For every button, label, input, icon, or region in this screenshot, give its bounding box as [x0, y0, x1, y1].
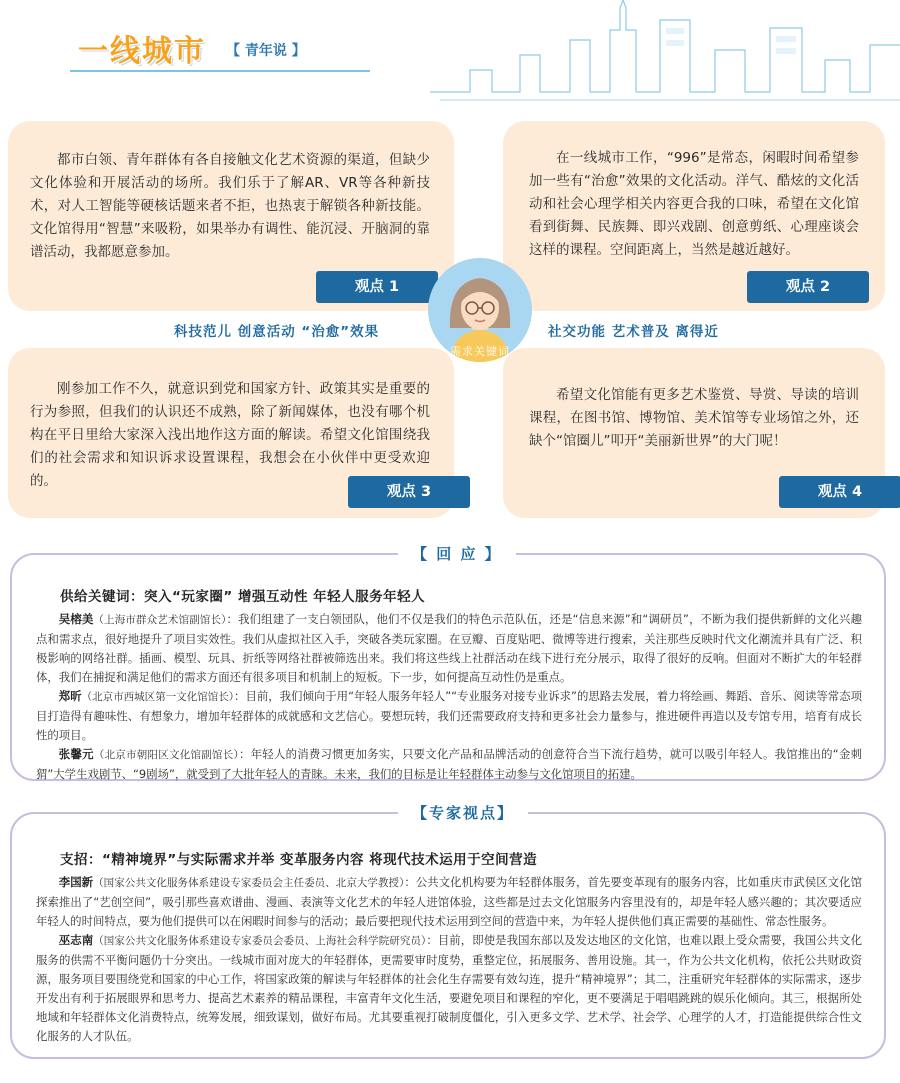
paragraph-text: ：年轻人的消费习惯更加务实，只要文化产品和品牌活动的创意符合当下流行趋势，就可以吸引年轻人。我馆推出的“金刺猬”大学生戏剧节、“9剧场”，就受到了大批年轻人的青睐。未来，我们的目标是让年轻群体主动参与文化馆项目的拓建。 [36, 747, 862, 781]
section-tag: 【 青年说 】 [226, 43, 306, 59]
opinion-label-1: 观点 1 [316, 271, 438, 303]
expert-paragraph-2 [36, 931, 862, 1046]
page-header [0, 0, 900, 112]
keywords-left: 科技范儿 创意活动 “治愈”效果 [174, 324, 380, 340]
paragraph-text: ：公共文化机构要为年轻群体服务，首先要变革现有的服务内容，比如重庆市武侯区文化馆探索推出了“艺创空间”，吸引那些喜欢谱曲、漫画、表演等文化艺术的年轻人进馆体验，这些都是过去文化馆服务内容里没有的，却是年轻人感兴趣的；其次要适应年轻人的时间特点，要为他们提供可以在闲暇时间参与的活动；最后要把现代技术运用到空间的营造中来，为年轻人提供他们真正需要的基础性、常态性服务。 [36, 875, 862, 928]
expert-headline: 支招：“精神境界”与实际需求并举 变革服务内容 将现代技术运用于空间营造 [60, 852, 538, 868]
speaker-name: 张馨元 [58, 747, 94, 761]
opinion-card-2 [503, 121, 885, 311]
page-title: 一线城市 [78, 34, 206, 69]
reply-title: 【 回 应 】 [398, 543, 516, 564]
opinion-text-3: 刚参加工作不久，就意识到党和国家方针、政策其实是重要的行为参照，但我们的认识还不成熟，除了新闻媒体，也没有哪个机构在平日里给大家深入浅出地作这方面的解读。希望文化馆围绕我们的社会需求和知识诉求设置课程，我想会在小伙伴中更受欢迎的。 [30, 381, 430, 489]
speaker-name: 李国新 [58, 875, 94, 889]
paragraph-text: ：我们组建了一支白领団队，他们不仅是我们的特色示范队伍，还是“信息来源”和“调研员”，不断为我们提供新鲜的文化兴趣点和需求点，很好地提升了项目实效性。我们从虚拟社区入手，突破各类玩家圈。在豆瓣、百度贴吧、微博等进行搜索，关注那些反映时代文化潮流并具有广泛、积极影响的网络社群。插画、模型、玩具、折纸等网络社群被筛选出来。我们将这些线上社群活动在线下进行充分展示，取得了很好的反响。但面对不断扩大的年轻群体，我们在捕捉和满足他们的需求方面还有很多项目和机制上的短板。下一步，如何提高互动性仍是重点。 [36, 612, 862, 684]
keyword-label: 需求关键词 [450, 345, 510, 358]
keywords-right: 社交功能 艺术普及 离得近 [548, 324, 719, 340]
reply-paragraph-2 [36, 687, 862, 745]
opinion-label-4: 观点 4 [779, 476, 900, 508]
reply-paragraph-3 [36, 745, 862, 784]
opinion-label-2: 观点 2 [747, 271, 869, 303]
city-skyline-illustration [430, 0, 900, 112]
expert-title: 【专家视点】 [398, 802, 528, 823]
speaker-role: （国家公共文化服务体系建设专家委员会委员、上海社会科学院研究员） [93, 935, 427, 947]
expert-paragraph-1 [36, 873, 862, 931]
opinion-text-2: 在一线城市工作，“996”是常态，闲暇时间希望参加一些有“治愈”效果的文化活动。洋气、酷炫的文化活动和社会心理学相关内容更合我的口味，希望在文化馆看到街舞、民族舞、即兴戏剧、创意剪纸、心理座谈会这样的课程。空间距离上，当然是越近越好。 [529, 150, 859, 258]
opinion-label-3: 观点 3 [348, 476, 470, 508]
opinion-card-1 [8, 121, 454, 311]
speaker-name: 巫志南 [58, 933, 94, 947]
title-underline [70, 70, 370, 72]
speaker-role: （北京市朝阳区文化馆副馆长） [93, 749, 240, 761]
reply-headline: 供给关键词：突入“玩家圈” 增强互动性 年轻人服务年轻人 [60, 589, 426, 605]
keyword-avatar [428, 246, 532, 364]
speaker-role: （上海市群众艺术馆副馆长） [93, 614, 227, 626]
opinion-text-4: 希望文化馆能有更多艺术鉴赏、导赏、导读的培训课程，在图书馆、博物馆、美术馆等专业场馆之外，还缺个“馆圈儿”叩开“美丽新世界”的大门呢！ [529, 387, 859, 449]
paragraph-text: ：目前，即使是我国东部以及发达地区的文化馆，也难以跟上受众需要，我国公共文化服务的供需不平衡问题仍十分突出。一线城市面对庞大的年轻群体，更需要审时度势，重整定位，拓展服务、善用设施。其一，作为公共文化机构，依托公共财政资源，服务项目要围绕党和国家的中心工作，将国家政策的解读与年轻群体的社会化生存需要有效勾连，提升“精神境界”；其二，注重研究年轻群体的实际需求，逐步开发出有利于拓展眼界和思考力、提高艺术素养的精品课程，丰富青年文化生活，要避免项目和课程的窄化，更不要满足于唱唱跳跳的娱乐化倾向。其三，根据所处地域和年轻群体文化消费特点，统筹发展，细致谋划，做好布局。尤其要重视打破制度僵化，引入更多文学、艺术学、社会学、心理学的人才，打造能提供综合性文化服务的人才队伍。 [36, 933, 862, 1043]
reply-body [36, 610, 862, 784]
paragraph-text: ：目前，我们倾向于用“年轻人服务年轻人”“专业服务对接专业诉求”的思路去发展，着力将绘画、舞蹈、音乐、阅读等常态项目打造得有趣味性、有想象力，增加年轻群体的成就感和文艺信心。要想玩转，我们还需要政府支持和更多社会力量参与，推进硬件再造以及专馆专用，培育有成长性的项目。 [36, 689, 863, 742]
expert-body [36, 873, 862, 1046]
opinion-card-4 [503, 348, 885, 518]
speaker-role: （北京市西城区第一文化馆馆长） [81, 691, 235, 703]
reply-paragraph-1 [36, 610, 862, 687]
opinion-card-3 [8, 348, 454, 518]
speaker-name: 吴榕美 [58, 612, 94, 626]
opinion-text-1: 都市白领、青年群体有各自接触文化艺术资源的渠道，但缺少文化体验和开展活动的场所。我们乐于了解AR、VR等各种新技术，对人工智能等硬核话题来者不拒，也热衷于解锁各种新技能。文化馆得用“智慧”来吸粉，如果举办有调性、能沉浸、开脑洞的靠谱活动，我都愿意参加。 [30, 152, 430, 260]
speaker-name: 郑昕 [58, 689, 82, 703]
speaker-role: （国家公共文化服务体系建设专家委员会主任委员、北京大学教授） [93, 877, 405, 889]
